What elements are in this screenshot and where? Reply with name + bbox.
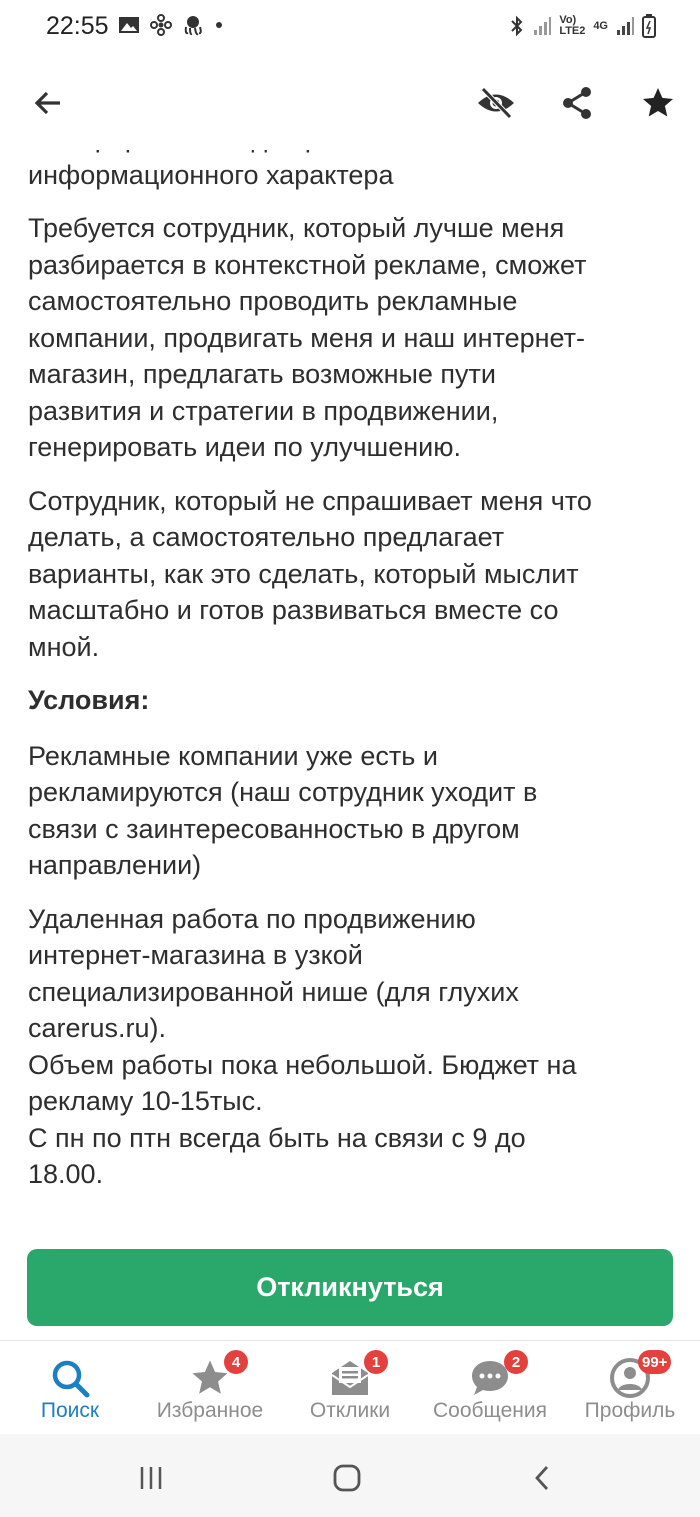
favorite-button[interactable]: [635, 80, 681, 126]
battery-icon: [642, 14, 656, 38]
search-icon: [49, 1357, 91, 1399]
notification-badge: 4: [224, 1350, 248, 1374]
paragraph-4: [28, 901, 678, 1193]
text-line: мной.: [28, 631, 100, 662]
gallery-icon: [118, 15, 140, 35]
recent-apps-icon: [136, 1463, 166, 1493]
eye-off-icon: [476, 86, 516, 120]
text-line: развития и стратегии в продвижении,: [28, 395, 499, 426]
text-line: компании, продвигать меня и наш интернет-: [28, 322, 586, 353]
tab-responses[interactable]: [280, 1341, 420, 1435]
dot-icon: [214, 14, 224, 36]
tab-label: Поиск: [40, 1399, 100, 1422]
share-icon: [560, 86, 594, 120]
text-line: 18.00.: [28, 1159, 104, 1189]
notification-badge: 1: [364, 1350, 388, 1374]
tab-label: Отклики: [309, 1399, 391, 1422]
text-line: разбирается в контекстной рекламе, сможет: [28, 249, 587, 280]
system-back-button[interactable]: [523, 1458, 563, 1498]
text-line: информационного характера: [28, 159, 394, 190]
signal-icon: [533, 15, 551, 37]
recent-apps-button[interactable]: [131, 1458, 171, 1498]
system-nav-bar: [0, 1434, 700, 1517]
tab-search[interactable]: [0, 1341, 140, 1435]
text-line: Удаленная работа по продвижению: [28, 903, 476, 934]
text-line: Объем работы пока небольшой. Бюджет на: [28, 1049, 577, 1080]
text-line: варианты, как это сделать, который мыслит: [28, 558, 579, 589]
back-icon: [528, 1463, 558, 1493]
status-time: 22:55: [46, 12, 109, 40]
back-button[interactable]: [25, 80, 71, 126]
tab-profile[interactable]: [560, 1341, 700, 1435]
respond-button[interactable]: Откликнуться: [27, 1249, 673, 1326]
conditions-heading: Условия:: [28, 685, 150, 715]
text-line: делать, а самостоятельно предлагает: [28, 522, 505, 552]
hide-button[interactable]: [473, 80, 519, 126]
tab-label: Профиль: [584, 1399, 676, 1422]
vacancy-description: [28, 120, 678, 1210]
bottom-tab-bar: [0, 1340, 700, 1435]
status-bar: [0, 0, 700, 56]
paragraph-2: [28, 483, 678, 666]
text-line: генерировать идеи по улучшению.: [28, 432, 461, 462]
bluetooth-icon: [509, 15, 525, 37]
tab-favorites[interactable]: [140, 1341, 280, 1435]
text-line: направлении): [28, 850, 202, 880]
text-line: рекламируются (наш сотрудник уходит в: [28, 777, 538, 807]
text-line: связи с заинтересованностью в другом: [28, 813, 520, 844]
tab-messages[interactable]: [420, 1341, 560, 1435]
app-bar: [0, 56, 700, 150]
fan-icon: [150, 14, 172, 36]
network-label: Vo) LTE2: [559, 14, 586, 37]
text-line: рекламу 10-15тыс.: [28, 1086, 263, 1116]
text-line: масштабно и готов развиваться вместе со: [28, 595, 559, 625]
share-button[interactable]: [554, 80, 600, 126]
octopus-icon: [182, 14, 204, 36]
star-icon: [640, 85, 676, 121]
paragraph-1: [28, 210, 678, 466]
paragraph-3: [28, 738, 678, 884]
home-icon: [331, 1462, 363, 1494]
network-type: 4G: [593, 20, 608, 32]
text-line: Сотрудник, который не спрашивает меня что: [28, 485, 592, 516]
home-button[interactable]: [327, 1458, 367, 1498]
notification-badge: 2: [504, 1350, 528, 1374]
text-line: специализированной нише (для глухих: [28, 976, 519, 1007]
back-arrow-icon: [32, 87, 64, 119]
text-line: carerus.ru).: [28, 1013, 167, 1043]
text-line: самостоятельно проводить рекламные: [28, 286, 518, 316]
tab-label: Избранное: [156, 1399, 264, 1422]
signal-icon-2: [616, 15, 634, 37]
text-line: магазин, предлагать возможные пути: [28, 359, 496, 389]
tab-label: Сообщения: [433, 1399, 547, 1422]
text-line: Требуется сотрудник, который лучше меня: [28, 213, 565, 243]
text-line: Рекламные компании уже есть и: [28, 740, 438, 771]
notification-badge: 99+: [638, 1350, 671, 1374]
text-line: С пн по птн всегда быть на связи с 9 до: [28, 1122, 526, 1153]
text-line: интернет-магазина в узкой: [28, 940, 363, 970]
